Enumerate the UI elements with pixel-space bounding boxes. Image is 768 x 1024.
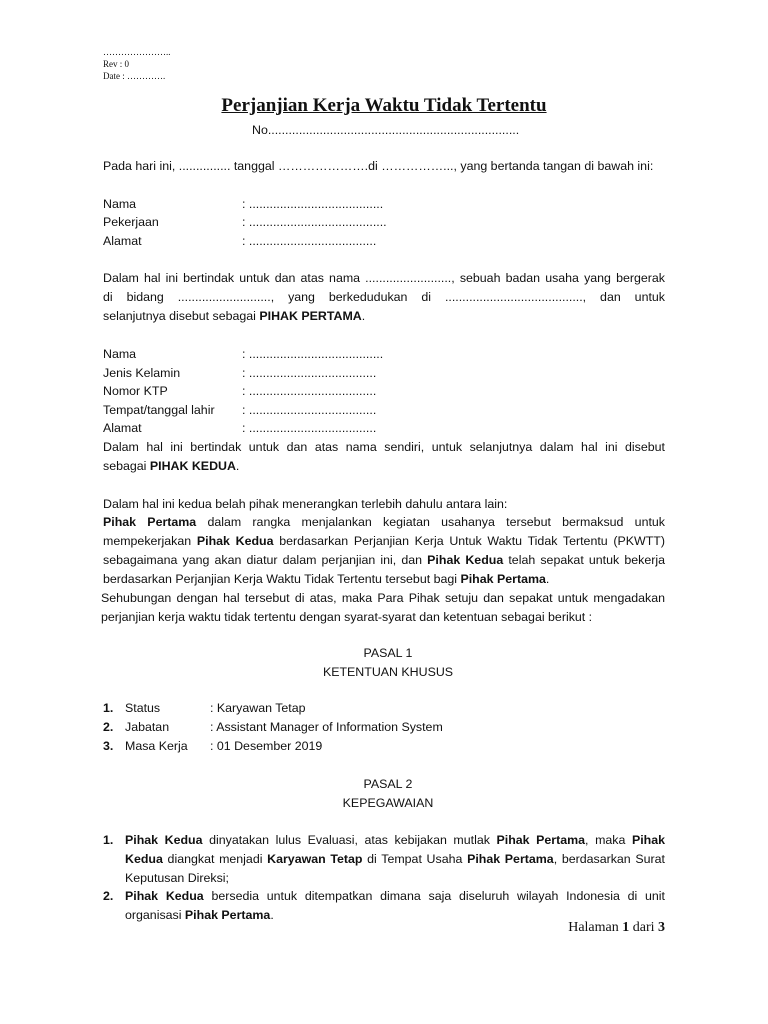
pasal1-item-masa-kerja: 3. Masa Kerja : 01 Desember 2019 [103,739,323,753]
pasal1-subheading: KETENTUAN KHUSUS [322,665,454,679]
document-title: Perjanjian Kerja Waktu Tidak Tertentu [221,95,547,116]
party2-field-ktp: Nomor KTP : ..................................... [103,384,377,398]
pasal1-item-status: 1. Status : Karyawan Tetap [103,701,306,715]
party2-field-birth: Tempat/tanggal lahir : ..................................... [103,403,377,417]
total-pages: 3 [658,920,665,935]
pasal2-item-1: 1. Pihak Kedua dinyatakan lulus Evaluasi, atas kebijakan mutlak Pihak Pertama, maka Pihak Kedua diangkat menjadi Karyawan Tetap di Tempat Usaha Pihak Pertama, berdasarkan Surat Keputusan Direksi; [103,833,666,885]
pasal2-subheading: KEPEGAWAIAN [342,796,434,810]
intro-line: Dalam hal ini kedua belah pihak menerangkan terlebih dahulu antara lain: [103,497,508,511]
document-number-line: No......................................................................... [252,123,520,137]
pihak-kedua-label: PIHAK KEDUA [149,459,236,473]
party1-para-line2: di bidang ..........................., yang berkedudukan di ........................................, dan untuk [103,290,665,304]
revision: Rev : 0 [103,59,129,69]
party2-para-line2: sebagai PIHAK KEDUA. [103,459,240,473]
party1-field-address: Alamat : ..................................... [103,234,377,248]
opening-line: Pada hari ini, ............... tanggal ………………….di ……………..., yang bertanda tangan di bawah ini: [103,159,654,173]
pihak-pertama-label: PIHAK PERTAMA [259,309,362,323]
party1-para-line1: Dalam hal ini bertindak untuk dan atas nama ........................., sebuah badan usaha yang bergerak [103,271,665,285]
pasal2-heading: PASAL 2 [363,777,413,791]
page-footer: Halaman 1 dari 3 [568,920,665,935]
party1-field-job: Pekerjaan : ........................................ [103,215,387,229]
pasal1-heading: PASAL 1 [363,646,413,660]
current-page: 1 [622,920,630,935]
document-header [103,46,171,82]
party2-field-gender: Jenis Kelamin : ..................................... [103,366,377,380]
party2-field-address: Alamat : ..................................... [103,421,377,435]
party2-para-line1: Dalam hal ini bertindak untuk dan atas nama sendiri, untuk selanjutnya dalam hal ini disebut [103,440,665,454]
intro-paragraph-2: Sehubungan dengan hal tersebut di atas, maka Para Pihak setuju dan sepakat untuk mengadakan perjanjian kerja waktu tidak tertentu dengan syarat-syarat dan ketentuan sebagai berikut : [101,591,665,624]
party2-field-name: Nama : ....................................... [103,347,384,361]
pasal1-item-jabatan: 2. Jabatan : Assistant Manager of Information System [103,720,443,734]
doc-number: ………………….. [103,47,171,57]
date: Date : …………. [103,71,166,81]
pasal2-item-2: 2. Pihak Kedua bersedia untuk ditempatkan dimana saja diseluruh wilayah Indonesia di unit organisasi Pihak Pertama. [103,889,665,922]
party1-para-line3: selanjutnya disebut sebagai PIHAK PERTAMA. [103,309,366,323]
party1-field-name: Nama : ....................................... [103,197,384,211]
intro-paragraph: Pihak Pertama dalam rangka menjalankan kegiatan usahanya tersebut bermaksud untuk mempekerjakan Pihak Kedua berdasarkan Perjanjian Kerja Untuk Waktu Tidak Tertentu (PKWTT) sebagaimana yang akan diatur dalam perjanjian ini, dan Pihak Kedua telah sepakat untuk bekerja berdasarkan Perjanjian Kerja Waktu Tidak Tertentu tersebut bagi Pihak Pertama. [103,515,666,586]
